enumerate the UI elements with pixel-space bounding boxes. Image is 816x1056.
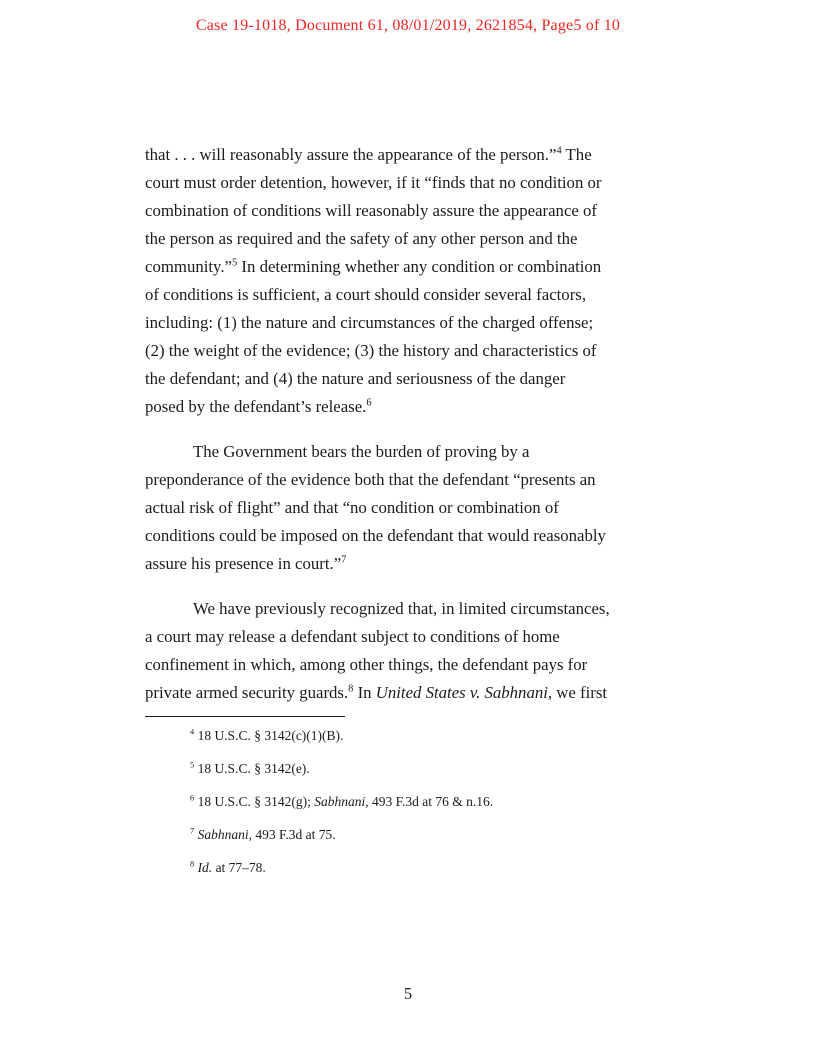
paragraph [145,141,690,421]
body-line [145,494,690,522]
italic-text-run: Sabhnani [314,794,366,809]
text-run: The [561,145,592,164]
text-run: of conditions is sufficient, a court should consider several factors, [145,285,587,304]
footnote [145,860,685,876]
text-run: conditions could be imposed on the defendant that would reasonably [145,526,606,545]
text-run: combination of conditions will reasonably assure the appearance of [145,201,598,220]
body-line [145,309,690,337]
text-run: The Government bears the burden of proving by a [193,442,530,461]
body-line [145,281,690,309]
text-run: confinement in which, among other things, the defendant pays for [145,655,588,674]
italic-text-run: Id. [197,860,213,875]
footnote-reference: 7 [190,826,195,836]
body-line [145,438,690,466]
text-run: , 493 F.3d at 76 & n.16. [365,794,494,809]
body-line [145,522,690,550]
footnote-reference: 5 [232,257,238,269]
footnote [145,761,685,777]
footnote-reference: 5 [190,760,195,770]
body-line [145,651,690,679]
body-line [145,225,690,253]
body-line [145,141,690,169]
text-run: community.” [145,257,232,276]
body-line [145,197,690,225]
text-run: that . . . will reasonably assure the appearance of the person.” [145,145,557,164]
text-run: , 493 F.3d at 75. [248,827,336,842]
text-run: 18 U.S.C. § 3142(c)(1)(B). [194,728,344,743]
text-run: the defendant; and (4) the nature and seriousness of the danger [145,369,566,388]
text-run: a court may release a defendant subject to conditions of home [145,627,560,646]
body-line [145,550,690,578]
text-run: private armed security guards. [145,683,349,702]
body-line [145,623,690,651]
body-line [145,253,690,281]
footnote [145,728,685,744]
text-run: actual risk of flight” and that “no condition or combination of [145,498,559,517]
footnote [145,827,685,843]
footnote-reference: 6 [366,397,372,409]
text-run: at 77–78. [212,860,266,875]
body-line [145,595,690,623]
text-run: posed by the defendant’s release. [145,397,367,416]
text-run: In [353,683,376,702]
text-run: 18 U.S.C. § 3142(g); [194,794,315,809]
text-run: In determining whether any condition or combination [237,257,602,276]
body-line [145,169,690,197]
page-number: 5 [403,984,413,1003]
text-run: the person as required and the safety of any other person and the [145,229,578,248]
paragraph [145,438,690,578]
body-line [145,365,690,393]
body-line [145,679,690,707]
footnote-reference: 6 [190,793,195,803]
footnote-separator [145,716,345,717]
footnote-reference: 4 [190,727,195,737]
footnote-reference: 7 [341,554,347,566]
italic-text-run: Sabhnani [197,827,249,842]
case-stamp: Case 19-1018, Document 61, 08/01/2019, 2621854, Page5 of 10 [195,17,621,34]
text-run: assure his presence in court.” [145,554,342,573]
italic-text-run: United States v. Sabhnani [375,683,548,702]
text-run: 18 U.S.C. § 3142(e). [194,761,310,776]
text-run: court must order detention, however, if it “finds that no condition or [145,173,602,192]
text-run: preponderance of the evidence both that the defendant “presents an [145,470,596,489]
text-run: including: (1) the nature and circumstances of the charged offense; [145,313,594,332]
text-run: , we first [547,683,608,702]
body-line [145,466,690,494]
document-body [145,141,690,707]
body-line [145,393,690,421]
text-run: (2) the weight of the evidence; (3) the history and characteristics of [145,341,597,360]
footnote [145,794,685,810]
text-run: We have previously recognized that, in limited circumstances, [193,599,610,618]
footnotes [145,728,685,893]
footnote-reference: 4 [556,145,562,157]
paragraph [145,595,690,707]
body-line [145,337,690,365]
footnote-reference: 8 [348,683,354,695]
footnote-reference: 8 [190,859,195,869]
